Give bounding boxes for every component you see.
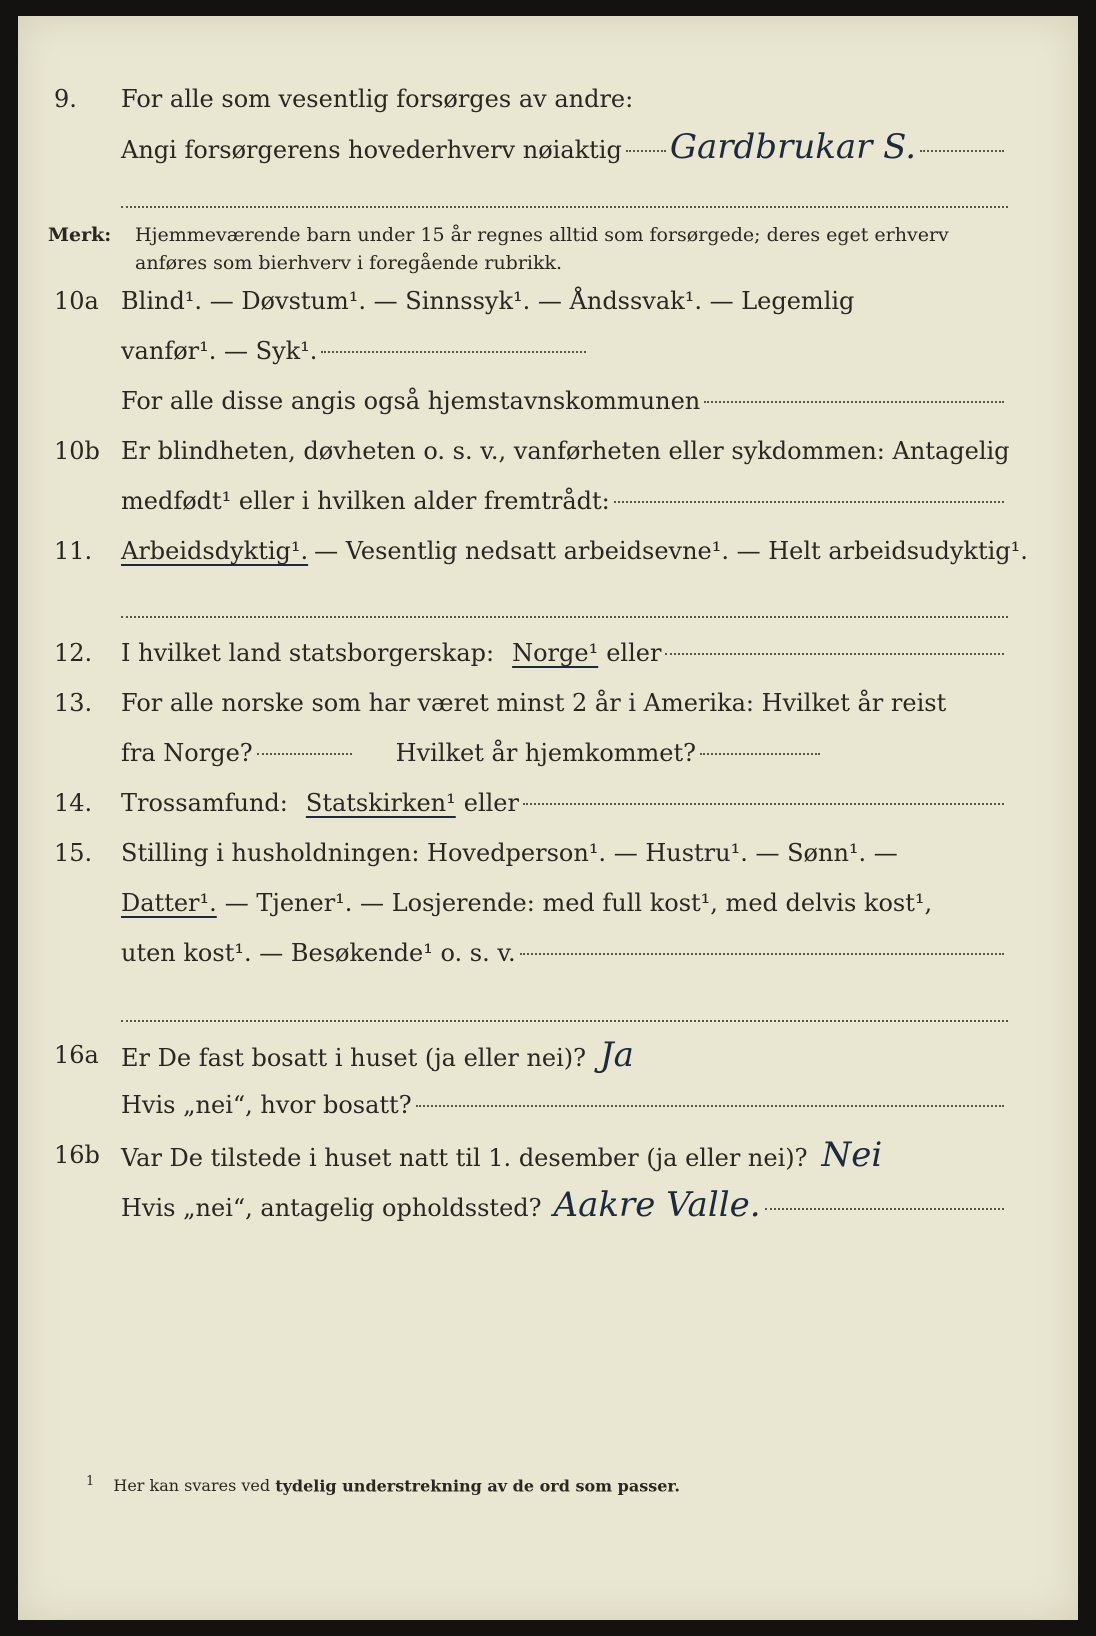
q11-option-arbeidsdyktig[interactable]: Arbeidsdyktig¹. <box>121 537 309 565</box>
q10b-answer-line[interactable] <box>614 501 1004 503</box>
q16a-line2 <box>18 1082 1078 1128</box>
q16b-line1 <box>18 1132 1078 1178</box>
q12-number: 12. <box>54 639 93 667</box>
q12-line <box>18 630 1078 676</box>
q10b-text2: medfødt¹ eller i hvilken alder fremtrådt: <box>121 487 610 515</box>
q16a-number: 16a <box>54 1041 99 1069</box>
q11-extra-line <box>121 616 1008 618</box>
q9-line1 <box>18 76 1078 122</box>
q10b-line2 <box>18 478 1078 524</box>
q11-line <box>18 528 1078 574</box>
q16a-text2: Hvis „nei“, hvor bosatt? <box>121 1091 412 1119</box>
q13-line2 <box>18 730 1078 776</box>
q16b-text2: Hvis „nei“, antagelig opholdssted? <box>121 1194 542 1222</box>
footnote-mark: 1 <box>86 1474 95 1489</box>
q14-number: 14. <box>54 789 93 817</box>
q16b-number: 16b <box>54 1141 100 1169</box>
q10a-text2: vanfør¹. — Syk¹. <box>121 337 318 365</box>
q15-text2: — Tjener¹. — Losjerende: med full kost¹, med delvis kost¹, <box>224 889 933 917</box>
q15-line1 <box>18 830 1078 876</box>
q15-text1: Stilling i husholdningen: Hovedperson¹. — Hustru¹. — Sønn¹. — <box>121 839 898 867</box>
q14-option-statskirken[interactable]: Statskirken¹ <box>305 789 456 817</box>
q10a-line1 <box>18 278 1078 324</box>
q13-reist-line[interactable] <box>257 753 352 755</box>
q10b-text1: Er blindheten, døvheten o. s. v., vanførheten eller sykdommen: Antagelig <box>121 437 1010 465</box>
q11-rest: — Vesentlig nedsatt arbeidsevne¹. — Helt arbeidsudyktig¹. <box>314 537 1028 565</box>
q10b-line1 <box>18 428 1078 474</box>
q9-line2 <box>18 124 1078 170</box>
q13-line1 <box>18 680 1078 726</box>
footnote <box>86 1474 680 1495</box>
q10a-number: 10a <box>54 287 99 315</box>
q13-number: 13. <box>54 689 93 717</box>
q10a-line3 <box>18 378 1078 424</box>
q9-answer[interactable]: Gardbrukar S. <box>669 127 917 167</box>
q9-text2: Angi forsørgerens hovederhverv nøiaktig <box>121 136 622 164</box>
q10a-text3: For alle disse angis også hjemstavnskommunen <box>121 387 701 415</box>
q10a-text1: Blind¹. — Døvstum¹. — Sinnssyk¹. — Åndssvak¹. — Legemlig <box>121 287 855 315</box>
q16a-answer[interactable]: Ja <box>600 1035 634 1075</box>
q15-line2 <box>18 880 1078 926</box>
q15-answer-line[interactable] <box>520 953 1004 955</box>
merk-line1: Hjemmeværende barn under 15 år regnes alltid som forsørgede; deres eget erhverv <box>135 224 949 246</box>
merk-line2: anføres som bierhverv i foregående rubrikk. <box>135 252 563 274</box>
q12-text: I hvilket land statsborgerskap: <box>121 639 495 667</box>
q14-after: eller <box>463 789 519 817</box>
q16b-answer-line[interactable] <box>765 1208 1004 1210</box>
q12-answer-line[interactable] <box>665 653 1004 655</box>
q16b-answer[interactable]: Nei <box>821 1135 883 1175</box>
q16a-answer-line[interactable] <box>416 1105 1004 1107</box>
q13-text2a: fra Norge? <box>121 739 253 767</box>
q15-line3 <box>18 930 1078 976</box>
q15-extra-line <box>121 1020 1008 1022</box>
q10a-line2 <box>18 328 1078 374</box>
q14-line <box>18 780 1078 826</box>
q14-answer-line[interactable] <box>523 803 1004 805</box>
q16b-line2 <box>18 1182 1078 1228</box>
q10a-answer-line[interactable] <box>704 401 1004 403</box>
q15-text3: uten kost¹. — Besøkende¹ o. s. v. <box>121 939 516 967</box>
q9-number: 9. <box>54 85 77 113</box>
census-form-page <box>18 16 1078 1620</box>
q14-text: Trossamfund: <box>121 789 288 817</box>
q13-text1: For alle norske som har været minst 2 år i Amerika: Hvilket år reist <box>121 689 947 717</box>
footnote-text2: tydelig understrekning av de ord som passer. <box>275 1476 680 1496</box>
q13-text2b: Hvilket år hjemkommet? <box>395 739 697 767</box>
q16a-line1 <box>18 1032 1078 1078</box>
q10b-number: 10b <box>54 437 100 465</box>
q11-number: 11. <box>54 537 93 565</box>
q16b-text1: Var De tilstede i huset natt til 1. desember (ja eller nei)? <box>121 1144 808 1172</box>
q16a-text1: Er De fast bosatt i huset (ja eller nei)? <box>121 1044 587 1072</box>
q16b-answer2[interactable]: Aakre Valle. <box>553 1185 761 1225</box>
q12-option-norge[interactable]: Norge¹ <box>512 639 599 667</box>
q15-option-datter[interactable]: Datter¹. <box>121 889 217 917</box>
q12-after: eller <box>606 639 662 667</box>
q9-text: For alle som vesentlig forsørges av andre: <box>121 85 634 113</box>
merk-label: Merk: <box>48 224 112 246</box>
q13-hjem-line[interactable] <box>700 753 820 755</box>
q15-number: 15. <box>54 839 93 867</box>
footnote-text1: Her kan svares ved <box>113 1476 271 1496</box>
q9-extra-line <box>121 206 1008 208</box>
